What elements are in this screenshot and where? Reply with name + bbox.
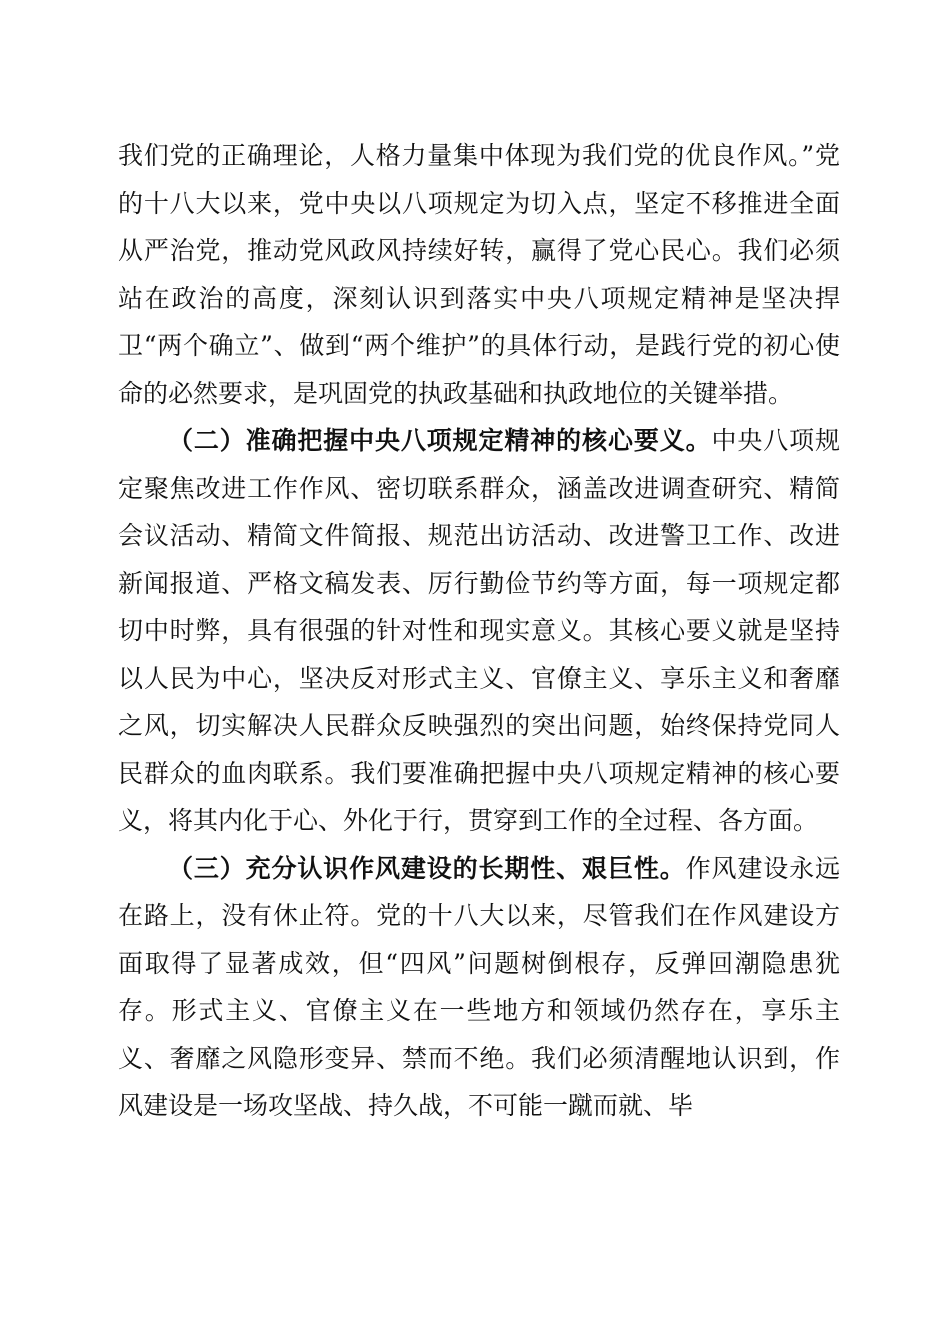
section-heading-3: （三）充分认识作风建设的长期性、艰巨性。 [168, 853, 686, 883]
paragraph-text: 中央八项规定聚焦改进工作作风、密切联系群众，涵盖改进调查研究、精简会议活动、精简文件简报、规范出访活动、改进警卫工作、改进新闻报道、严格文稿发表、厉行勤俭节约等方面，每一项规定都切中时弊，具有很强的针对性和现实意义。其核心要义就是坚持以人民为中心，坚决反对形式主义、官僚主义、享乐主义和奢靡之风，切实解决人民群众反映强烈的突出问题，始终保持党同人民群众的血肉联系。我们要准确把握中央八项规定精神的核心要义，将其内化于心、外化于行，贯穿到工作的全过程、各方面。 [118, 426, 840, 835]
paragraph-section-2 [118, 417, 840, 845]
paragraph-text: 我们党的正确理论，人格力量集中体现为我们党的优良作风。”党的十八大以来，党中央以八项规定为切入点，坚定不移推进全面从严治党，推动党风政风持续好转，赢得了党心民心。我们必须站在政治的高度，深刻认识到落实中央八项规定精神是坚决捍卫“两个确立”、做到“两个维护”的具体行动，是践行党的初心使命的必然要求，是巩固党的执政基础和执政地位的关键举措。 [118, 141, 840, 408]
paragraph-section-3 [118, 845, 840, 1130]
section-heading-2: （二）准确把握中央八项规定精神的核心要义。 [168, 426, 712, 455]
paragraph-continuation [118, 132, 840, 417]
paragraph-text: 作风建设永远在路上，没有休止符。党的十八大以来，尽管我们在作风建设方面取得了显著成效，但“四风”问题树倒根存，反弹回潮隐患犹存。形式主义、官僚主义在一些地方和领域仍然存在，享乐主义、奢靡之风隐形变异、禁而不绝。我们必须清醒地认识到，作风建设是一场攻坚战、持久战，不可能一蹴而就、毕 [118, 853, 840, 1120]
document-body [118, 132, 840, 1130]
